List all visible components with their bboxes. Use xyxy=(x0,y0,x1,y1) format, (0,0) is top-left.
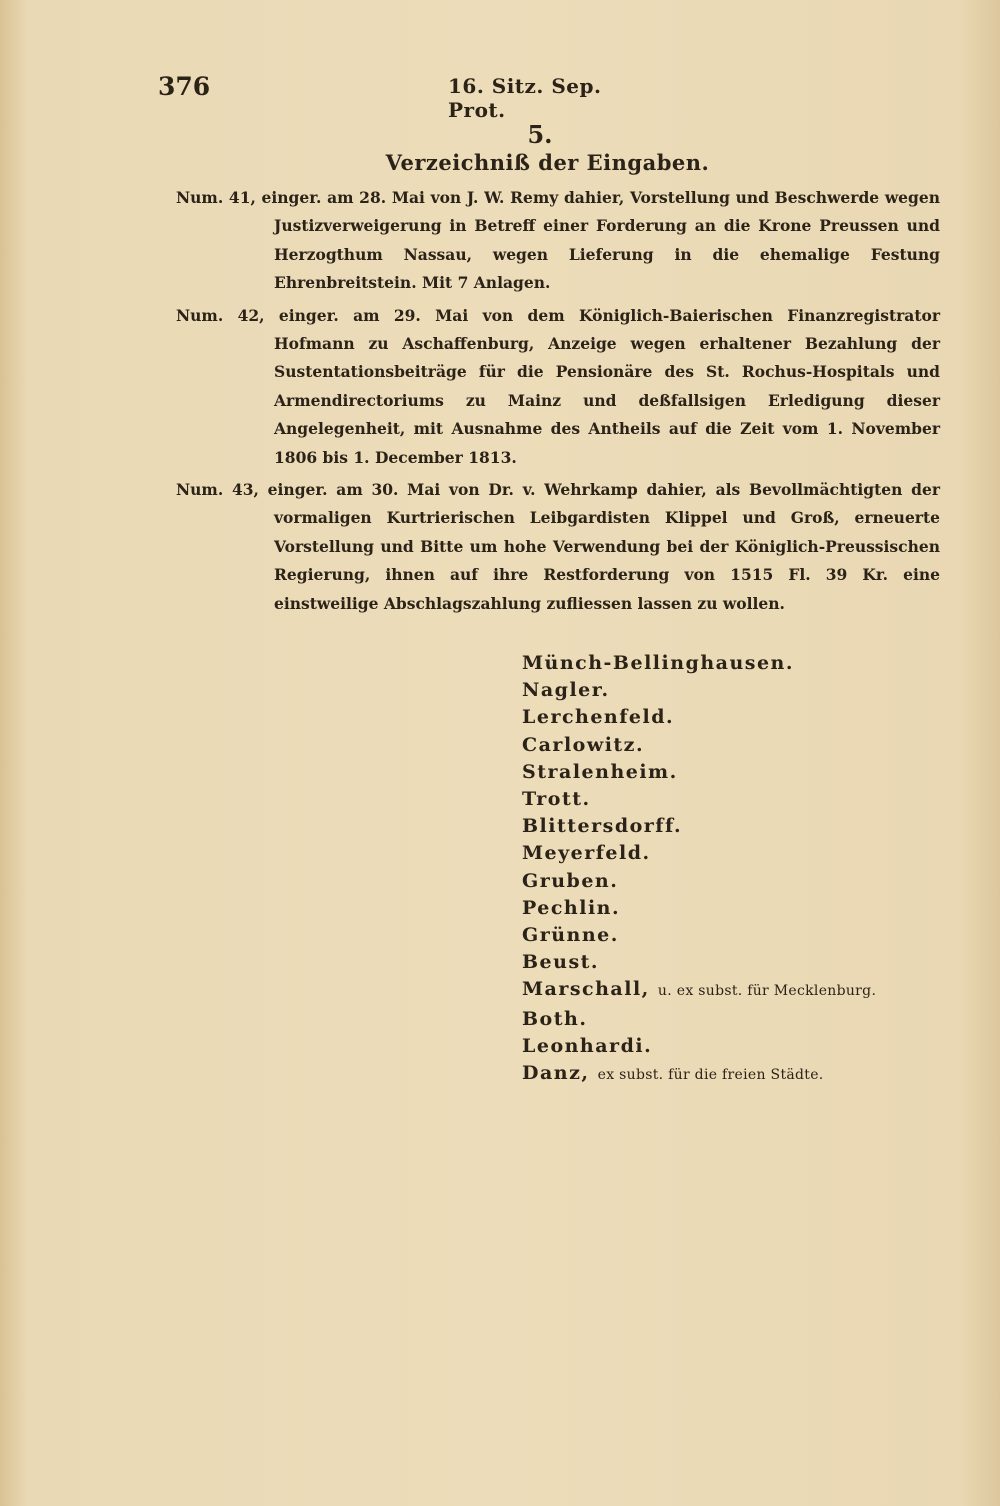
signatory xyxy=(522,1033,962,1060)
signatory-note: u. ex subst. für Mecklenburg. xyxy=(657,983,877,1000)
signatory-name: Blittersdorff. xyxy=(522,815,683,838)
signatory xyxy=(522,1006,962,1033)
signatory-name: Leonhardi. xyxy=(522,1034,653,1057)
petition-entry: Num. 42, einger. am 29. Mai von dem Königlich-Baierischen Finanzregistrator Hofmann zu Aschaffenburg, Anzeige wegen erhaltener Bezahlung der Sustentationsbeiträge für die Pensionäre des St. Rochus-Hospitals und Armendirectoriums zu Mainz und deßfallsigen Erledigung dieser Angelegenheit, mit Ausnahme des Antheils auf die Zeit vom 1. November 1806 bis 1. December 1813. xyxy=(176,305,940,467)
signatory-name: Münch-Bellinghausen. xyxy=(522,652,794,674)
signatory-name: Pechlin. xyxy=(522,896,621,919)
petition-entry: Num. 43, einger. am 30. Mai von Dr. v. Wehrkamp dahier, als Bevollmächtigten der vormaligen Kurtrierischen Leibgardisten Klippel und Groß, erneuerte Vorstellung und Bitte um hohe Verwendung bei der Königlich-Preussischen Regierung, ihnen auf ihre Restforderung von 1515 Fl. 39 Kr. eine einstweilige Abschlagszahlung zufliessen lassen zu wollen. xyxy=(176,480,940,613)
section-number: 5. xyxy=(527,120,553,149)
signatory xyxy=(522,786,962,813)
signatory-name: Stralenheim. xyxy=(522,760,678,783)
page-number: 376 xyxy=(158,72,211,101)
signatory-name: Meyerfeld. xyxy=(522,842,651,865)
signatory xyxy=(522,813,962,840)
signatory-name: Grünne. xyxy=(522,924,619,947)
signatory xyxy=(522,732,962,759)
running-head: 16. Sitz. Sep. Prot. xyxy=(448,74,602,122)
signatory xyxy=(522,1060,962,1089)
signatory xyxy=(522,840,962,867)
signatory-name: Lerchenfeld. xyxy=(522,706,675,729)
signatory-name: Carlowitz. xyxy=(522,733,645,756)
signatory-list xyxy=(522,650,962,1089)
signatory-note: ex subst. für die freien Städte. xyxy=(597,1067,824,1084)
signatory-name: Marschall, xyxy=(522,978,650,1001)
signatory-name: Both. xyxy=(522,1007,588,1030)
signatory xyxy=(522,976,962,1005)
signatory xyxy=(522,922,962,949)
signatory-name: Nagler. xyxy=(522,679,610,702)
signatory-name: Beust. xyxy=(522,951,600,974)
section-title: Verzeichniß der Eingaben. xyxy=(385,150,710,175)
signatory-name: Trott. xyxy=(522,788,591,811)
signatory xyxy=(522,868,962,895)
signatory-name: Gruben. xyxy=(522,869,619,892)
signatory xyxy=(522,704,962,731)
page-header xyxy=(158,72,658,122)
signatory xyxy=(522,677,962,704)
signatory-name: Danz, xyxy=(522,1062,590,1085)
petition-entry: Num. 41, einger. am 28. Mai von J. W. Remy dahier, Vorstellung und Beschwerde wegen Justizverweigerung in Betreff einer Forderung an die Krone Preussen und Herzogthum Nassau, wegen Lieferung in die ehemalige Festung Ehrenbreitstein. Mit 7 Anlagen. xyxy=(176,188,940,293)
signatory xyxy=(522,949,962,976)
petition-list xyxy=(176,184,940,622)
signatory xyxy=(522,895,962,922)
signatory xyxy=(522,759,962,786)
signatory xyxy=(522,650,962,677)
